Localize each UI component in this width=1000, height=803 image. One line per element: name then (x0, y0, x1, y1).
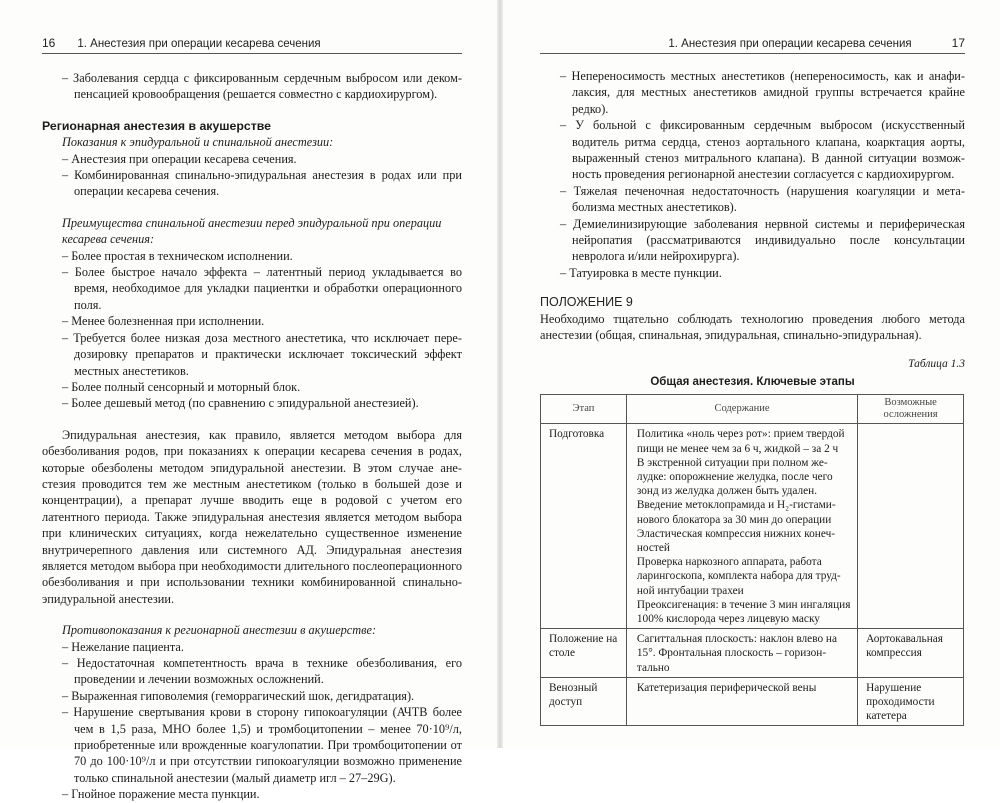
list-item: – Заболевания сердца с фиксированным сердечным выбросом или декомпенсацией кровообращения (решается совместно с кардиохирургом). (62, 71, 462, 102)
list-item: – Более дешевый метод (по сравнению с эпидуральной анестезией). (62, 396, 419, 411)
left-page-body (42, 70, 462, 803)
list-item: – Тяжелая печеночная недостаточность (нарушения коагуляции и метаболизма местных анестетиков). (560, 183, 965, 215)
list-item: – Более простая в техническом исполнении. (62, 248, 293, 263)
content-line: Сагиттальная плоскость: наклон влево на 15°. Фронтальная плоскость – горизонтально (636, 633, 837, 674)
cell-complications (858, 424, 964, 629)
list-item: – Более быстрое начало эффекта – латентный период укладывается во время, необходимое для укладки пациентки и обработки операционного поля. (62, 265, 462, 312)
table-row (541, 629, 964, 678)
content-line: Катетеризация периферической вены (636, 681, 817, 694)
cell-complications: Нарушение проходимости катетера (858, 677, 964, 726)
contraindications-title: Противопоказания к регионарной анестезии в акушерстве: (62, 623, 377, 638)
right-page-number: 17 (951, 36, 965, 50)
left-running-header (42, 34, 462, 54)
header-content: Содержание (626, 395, 857, 424)
section-title: Регионарная анестезия в акушерстве (42, 118, 271, 133)
left-page (0, 0, 497, 802)
cell-content (626, 629, 857, 678)
table-title: Общая анестезия. Ключевые этапы (650, 375, 855, 388)
table-row (541, 677, 964, 726)
cell-content (626, 424, 857, 629)
list-item: – Гнойное поражение места пункции. (62, 787, 260, 802)
cell-content (626, 677, 857, 726)
list-item: – Нарушение свертывания крови в сторону гипокоагуляции (АЧТВ более чем в 1,5 раза, МНО более 1,5) и тромбоцитопении – менее 70·10⁹/л, приобретенные или врожденные коагулопатии. При тромбоцитопении от 70 до 100·10⁹/л и при отсутствии гипокоагуляции возможно применение только спинальной анестезии (малый диаметр игл – 27–29G). (62, 705, 462, 785)
list-item: – У больной с фиксированным сердечным выбросом (искусственный водитель ритма сердца, стеноз аортального клапана, коарктация аорты, выраженный стеноз митрального клапана). В данной ситуации возможность проведения регионарной анестезии согласуется с кардиохирургом. (560, 118, 965, 182)
list-item: – Недостаточная компетентность врача в технике обезболивания, его проведении и лечении возможных осложнений. (62, 656, 462, 687)
table-row (541, 424, 964, 629)
list-item: – Комбинированная спинально-эпидуральная анестезия в родах или при операции кесарева сечения. (62, 168, 462, 199)
cell-complications: Аортокавальная компрессия (858, 629, 964, 678)
list-item: – Демиелинизирующие заболевания нервной системы и периферическая нейропатия (рассматриваются индивидуально после консультации невролога и/или нейрохирурга). (560, 216, 965, 264)
position-title: ПОЛОЖЕНИЕ 9 (540, 295, 633, 310)
content-line: Преоксигенация: в течение 3 мин ингаляция 100% кислорода через лицевую маску (636, 598, 851, 625)
list-item: – Нежелание пациента. (62, 639, 184, 654)
left-running-title: 1. Анестезия при операции кесарева сечения (77, 38, 321, 50)
list-item: – Татуировка в месте пункции. (560, 265, 722, 280)
right-running-header (540, 34, 965, 54)
content-line: Политика «ноль через рот»: прием твердой пищи не менее чем за 6 ч, жидкой – за 2 ч (636, 428, 845, 455)
table-label: Таблица 1.3 (908, 357, 965, 370)
table-header-row (541, 395, 964, 424)
content-line: В экстренной ситуации при полном желудке: опорожнение желудка, после чего зонд из желудка должен быть удален. (636, 456, 833, 498)
right-page (503, 0, 1000, 748)
position-text: Необходимо тщательно соблюдать технологию проведения любого метода анестезии (общая, спинальная, эпидуральная, спинально-эпидуральная). (540, 311, 965, 343)
list-item: – Менее болезненная при исполнении. (62, 314, 265, 329)
list-item: – Непереносимость местных анестетиков (непереносимость, как и анафилаксия, для местных анестетиков амидной группы встречается крайне редко). (560, 69, 965, 116)
cell-stage: Подготовка (541, 424, 627, 629)
cell-stage: Положение на столе (541, 629, 627, 678)
epidural-paragraph: Эпидуральная анестезия, как правило, является методом выбора для обезболивания родов, при показаниях к операции кесарева сечения в родах, которые обезболены методом эпидуральной анестезии. В этом случае анестезия проводится тем же местным анестетиком (только в большей дозе и концентрации), а препарат лучше вводить еще в родовой с учетом его латентного периода. Также эпидуральная анестезия является методом выбора при клинических ситуациях, когда нежелательно существенное изменение внутричерепного давления или системного АД. Эпидуральная анестезия является методом выбора при необходимости длительного послеоперационного обезболивания и при использовании техники комбинированной спинально-эпидуральной анестезии. (42, 427, 462, 606)
header-stage: Этап (541, 395, 627, 424)
anesthesia-stages-table (540, 394, 964, 726)
content-line: Эластическая компрессия нижних конечностей (636, 527, 836, 554)
advantages-title: Преимущества спинальной анестезии перед эпидуральной при операции кесарева сечения: (62, 215, 442, 247)
indications-title: Показания к эпидуральной и спинальной анестезии: (62, 135, 334, 150)
list-item: – Требуется более низкая доза местного анестетика, что исключает передозировку препаратов и практически исключает токсический эффект местных анестетиков. (62, 330, 462, 378)
list-item: – Анестезия при операции кесарева сечения. (62, 151, 297, 166)
list-item: – Более полный сенсорный и моторный блок. (62, 379, 301, 394)
content-line: Введение метоклопрамида и H₂-гистаминового блокатора за 30 мин до операции (636, 499, 836, 526)
content-line: Проверка наркозного аппарата, работа ларингоскопа, комплекта набора для трудной интубации трахеи (636, 556, 841, 597)
right-running-title: 1. Анестезия при операции кесарева сечения (668, 38, 912, 50)
list-item: – Выраженная гиповолемия (геморрагический шок, дегидратация). (62, 688, 415, 703)
cell-stage: Венозный доступ (541, 677, 627, 726)
left-page-number: 16 (42, 36, 56, 50)
right-page-body (540, 68, 965, 726)
header-complications: Возможные осложнения (858, 395, 964, 424)
